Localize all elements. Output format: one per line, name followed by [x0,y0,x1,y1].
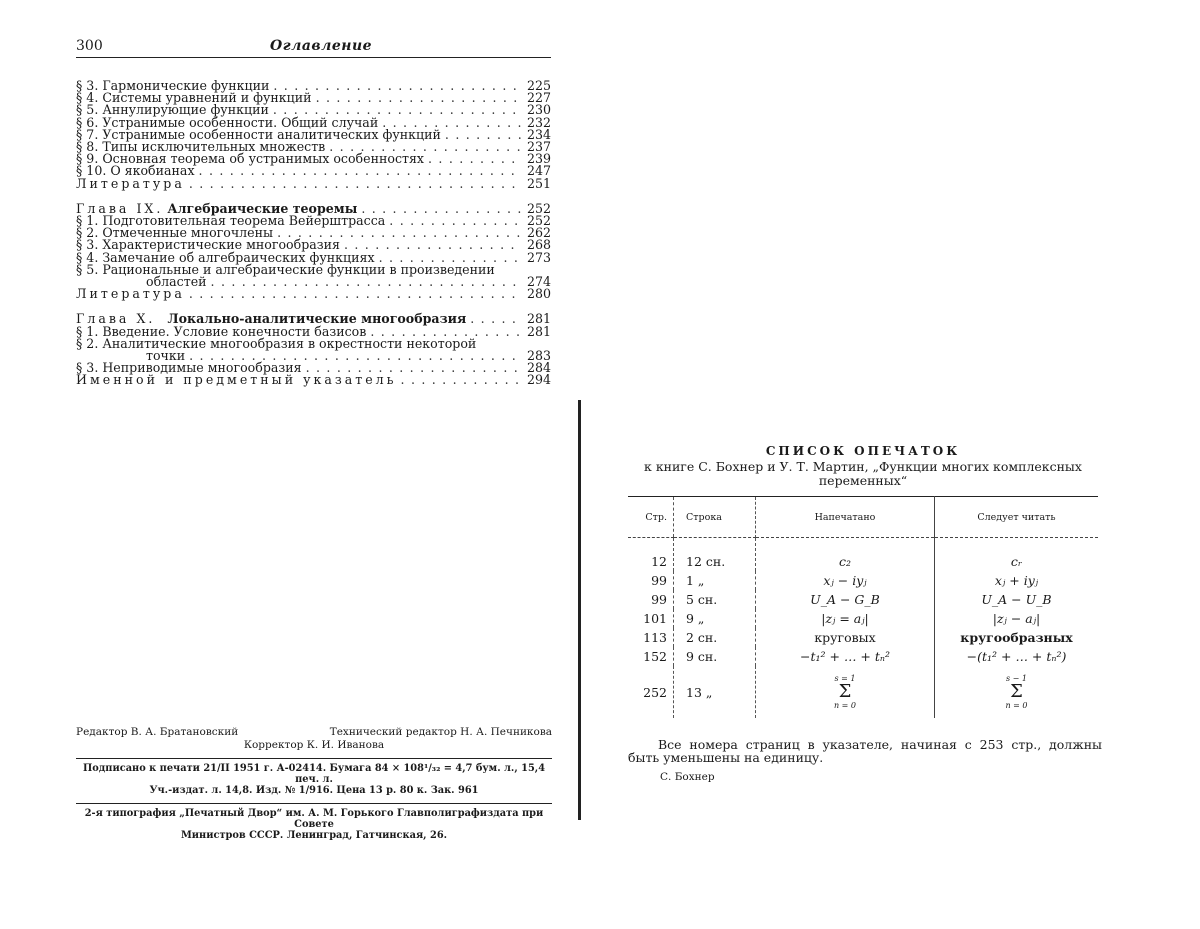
running-head: Оглавление [270,38,373,54]
print-info-2: Уч.-издат. л. 14,8. Изд. № 1/916. Цена 13 р. 80 к. Зак. 961 [149,785,479,796]
header-correct: Следует читать [935,497,1099,538]
toc-entry: § 5. Аннулирующие функции . . . 230 [76,104,551,116]
errata-subtitle [628,460,1098,488]
toc-entry: § 3. Характеристические многообразия . . . 268 [76,239,551,251]
credits-rule [76,803,552,804]
toc-entry: § 4. Системы уравнений и функций . . . 227 [76,92,551,104]
errata-title: СПИСОК ОПЕЧАТОК [765,444,961,458]
toc-chapter-heading: Глава X. Локально-аналитические многообразия . . . 281 [76,313,551,325]
header-page: Стр. [628,497,674,538]
toc-entry: § 10. О якобианах . . . 247 [76,165,551,177]
toc-entry-literature: Литература . . . 280 [76,288,551,300]
errata-row: 152 9 сн. −t₁² + … + tₙ² −(t₁² + … + tₙ²) [643,649,1067,664]
header-rule [76,57,551,58]
book-spine-line [578,400,581,820]
toc-entry: § 7. Устранимые особенности аналитических функций . . . 234 [76,129,551,141]
imprint-credits [76,726,552,841]
page-number: 300 [76,38,103,54]
errata-row: 252 13 „ s = 1 Σ n = 0 s − 1 Σ n = 0 [628,666,1098,718]
toc-entry-continuation: точки . . . 283 [76,350,551,362]
errata-row: 99 5 сн. U_A − G_B U_A − U_B [651,592,1052,607]
toc-entry: § 3. Неприводимые многообразия . . . 284 [76,362,551,374]
toc-entry: § 5. Рациональные и алгебраические функции в произведении [76,261,495,277]
toc-entry: § 3. Гармонические функции . . . 225 [76,80,551,92]
sigma-symbol: Σ [1010,681,1023,702]
toc-entry-literature: Литература . . . 251 [76,178,551,190]
print-info-1: Подписано к печати 21/II 1951 г. А-02414. Бумага 84 × 108¹/₃₂ = 4,7 бум. л., 15,4 печ. л. [82,763,546,785]
printer-info-2: Министров СССР. Ленинград, Гатчинская, 26. [180,830,448,841]
table-of-contents [76,80,551,387]
errata-subtitle-line-1: к книге С. Бохнер и У. Т. Мартин, „Функции многих комплексных [644,459,1082,474]
credits-rule [76,758,552,759]
errata-row: 12 12 сн. c₂ cᵣ [628,538,1098,572]
errata-row: 101 9 „ |zⱼ = aⱼ| |zⱼ − aⱼ| [643,611,1041,626]
toc-entry: § 1. Подготовительная теорема Вейерштрасса . . . 252 [76,215,551,227]
errata-row: 99 1 „ xⱼ − iyⱼ xⱼ + iyⱼ [651,573,1039,588]
header-printed: Напечатано [756,497,935,538]
editors-line [76,726,552,738]
errata-signature: С. Бохнер [660,771,715,783]
toc-entry: § 1. Введение. Условие конечности базисов . . . 281 [76,326,551,338]
proofreader: Корректор К. И. Иванова [243,739,385,751]
errata-subtitle-line-2: переменных“ [818,473,908,488]
sigma-symbol: Σ [838,681,852,702]
toc-entry: § 6. Устранимые особенности. Общий случай . . . 232 [76,117,551,129]
toc-entry: § 9. Основная теорема об устранимых особенностях . . . 239 [76,153,551,165]
toc-entry: § 2. Аналитические многообразия в окрестности некоторой [76,335,477,351]
sum-printed: s = 1 Σ n = 0 [756,666,935,718]
errata-row: 113 2 сн. круговых кругообразных [643,630,1073,645]
errata-note: Все номера страниц в указателе, начиная с 253 стр., должны быть уменьшены на единицу. [628,737,1102,765]
sum-correct: s − 1 Σ n = 0 [1005,674,1028,710]
toc-entry-index: Именной и предметный указатель . . . 294 [76,374,551,386]
header-line: Строка [674,497,756,538]
tech-editor: Технический редактор Н. А. Печникова [329,726,552,738]
errata-header-row [628,497,1098,538]
toc-entry: § 8. Типы исключительных множеств . . . 237 [76,141,551,153]
toc-entry: § 2. Отмеченные многочлены . . . 262 [76,227,551,239]
toc-entry: § 4. Замечание об алгебраических функциях . . . 273 [76,252,551,264]
editor: Редактор В. А. Братановский [76,726,239,738]
toc-chapter-heading: Глава IX. Алгебраические теоремы . . . 252 [76,203,551,215]
printer-info-1: 2-я типография „Печатный Двор“ им. А. М. Горького Главполиграфиздата при Совете [84,808,544,830]
errata-table [628,496,1098,718]
toc-entry-continuation: областей . . . 274 [76,276,551,288]
